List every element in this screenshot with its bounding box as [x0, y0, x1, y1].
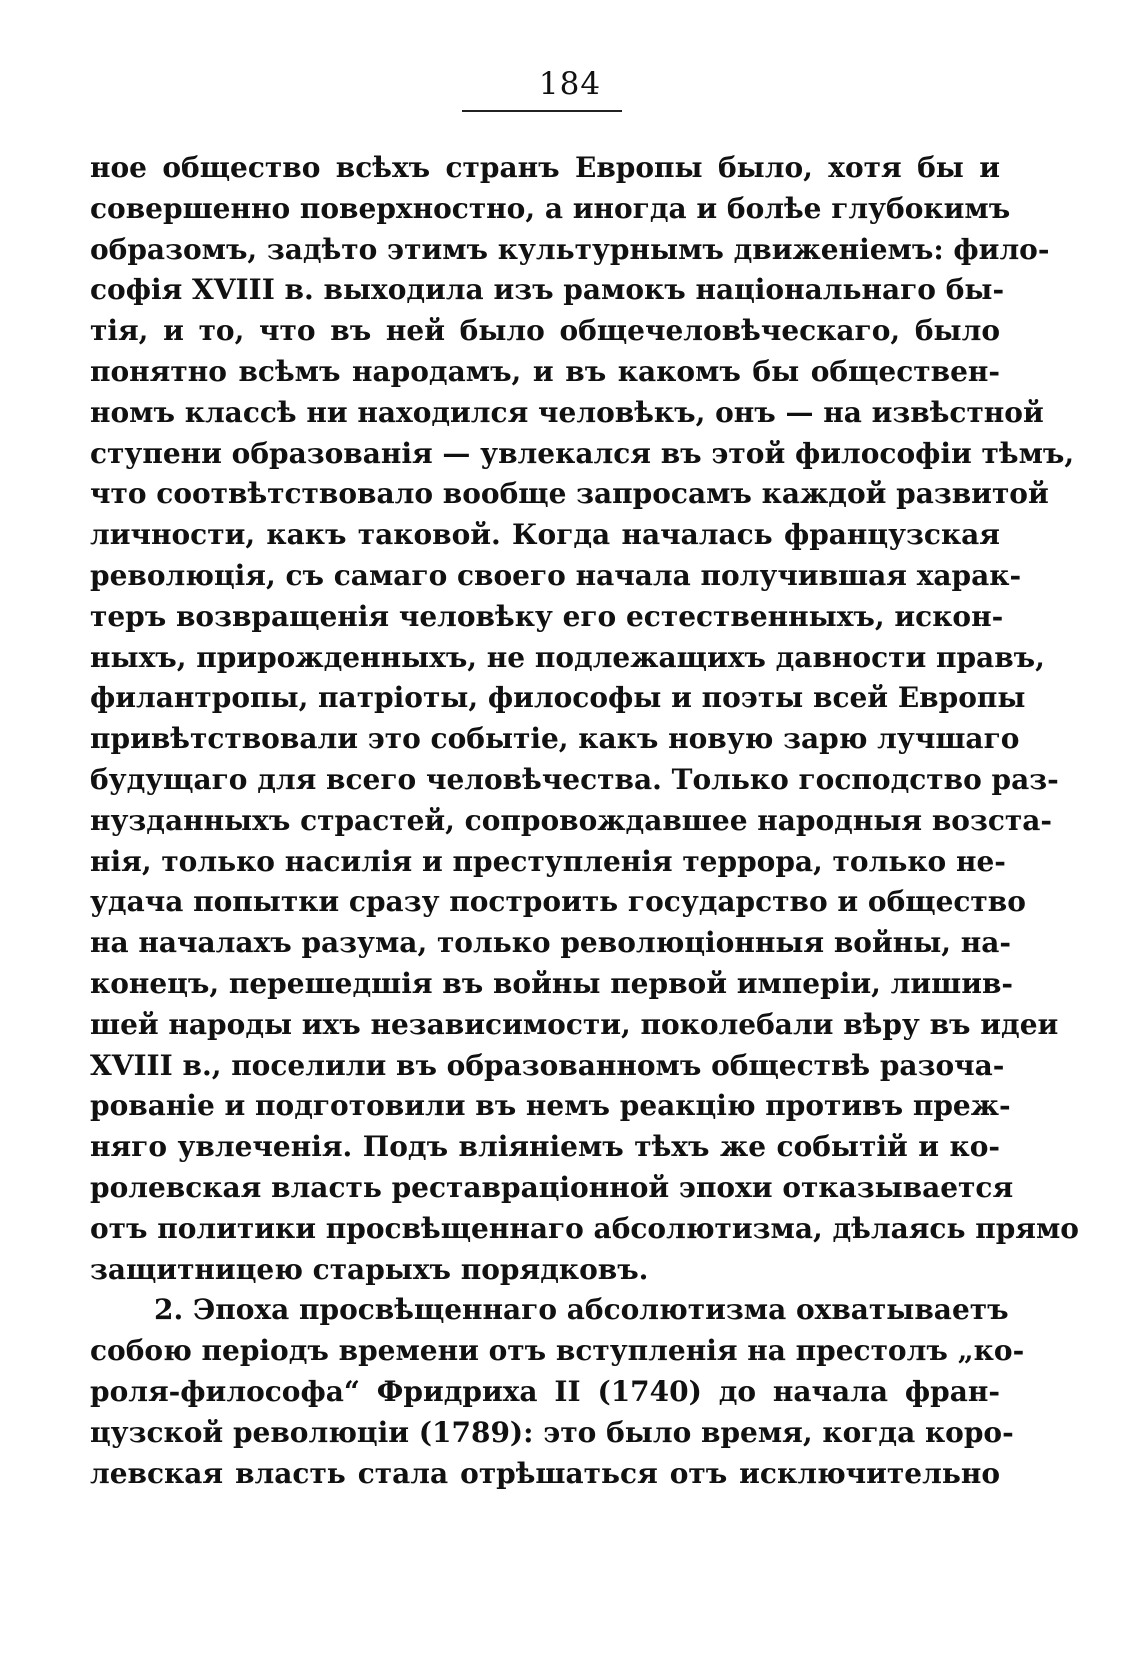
- text-line: тія, и то, что въ ней было общечеловѣческаго, было: [90, 314, 1000, 348]
- text-line: конецъ, перешедшія въ войны первой имперіи, лишив-: [90, 966, 1014, 1000]
- text-line: нузданныхъ страстей, сопровождавшее народныя возста-: [90, 803, 1052, 837]
- text-line: революція, съ самаго своего начала получившая харак-: [90, 558, 1022, 592]
- text-line: рованіе и подготовили въ немъ реакцію противъ преж-: [90, 1089, 1011, 1123]
- text-line: номъ классѣ ни находился человѣкъ, онъ — на извѣстной: [90, 395, 1044, 429]
- page-number: 184: [538, 66, 602, 102]
- text-line: няго увлеченія. Подъ вліяніемъ тѣхъ же событій и ко-: [90, 1130, 1000, 1164]
- text-line: собою періодъ времени отъ вступленія на престолъ „ко-: [90, 1334, 1025, 1368]
- text-line: филантропы, патріоты, философы и поэты всей Европы: [90, 681, 1026, 715]
- text-line: XVIII в., поселили въ образованномъ обществѣ разоча-: [90, 1048, 1005, 1082]
- text-line: нія, только насилія и преступленія террора, только не-: [90, 844, 1006, 878]
- body-text: [90, 148, 1079, 1494]
- text-line: ное общество всѣхъ странъ Европы было, хотя бы и: [90, 151, 1000, 184]
- text-line: будущаго для всего человѣчества. Только господство раз-: [90, 762, 1059, 796]
- text-line: роля-философа“ Фридриха II (1740) до начала фран-: [90, 1374, 1000, 1408]
- text-line: привѣтствовали это событіе, какъ новую зарю лучшаго: [90, 722, 1020, 756]
- text-line: ныхъ, прирожденныхъ, не подлежащихъ давности правъ,: [90, 640, 1045, 674]
- text-line: понятно всѣмъ народамъ, и въ какомъ бы обществен-: [90, 354, 1000, 388]
- text-line: цузской революціи (1789): это было время, когда коро-: [90, 1415, 1014, 1449]
- text-line: ролевская власть реставраціонной эпохи отказывается: [90, 1170, 1014, 1204]
- text-line: теръ возвращенія человѣку его естественныхъ, искон-: [90, 599, 1004, 633]
- text-line: на началахъ разума, только революціонныя войны, на-: [90, 926, 1012, 960]
- text-line: отъ политики просвѣщеннаго абсолютизма, дѣлаясь прямо: [90, 1211, 1079, 1245]
- text-line: софія XVIII в. выходила изъ рамокъ національнаго бы-: [90, 273, 1005, 307]
- header-rule: [462, 110, 622, 112]
- text-line: удача попытки сразу построить государство и общество: [90, 885, 1026, 919]
- text-line: шей народы ихъ независимости, поколебали вѣру въ идеи: [90, 1007, 1059, 1041]
- text-line: совершенно поверхностно, а иногда и болѣе глубокимъ: [90, 191, 1011, 225]
- text-line-paragraph-end: защитницею старыхъ порядковъ.: [90, 1252, 649, 1286]
- text-line: ступени образованія — увлекался въ этой философіи тѣмъ,: [90, 436, 1075, 470]
- text-line: левская власть стала отрѣшаться отъ исключительно: [90, 1456, 1000, 1490]
- text-line: образомъ, задѣто этимъ культурнымъ движеніемъ: фило-: [90, 232, 1050, 266]
- text-line: что соотвѣтствовало вообще запросамъ каждой развитой: [90, 477, 1049, 511]
- text-line-paragraph-start: 2. Эпоха просвѣщеннаго абсолютизма охватываетъ: [154, 1293, 1009, 1327]
- text-line: личности, какъ таковой. Когда началась французская: [90, 518, 1000, 552]
